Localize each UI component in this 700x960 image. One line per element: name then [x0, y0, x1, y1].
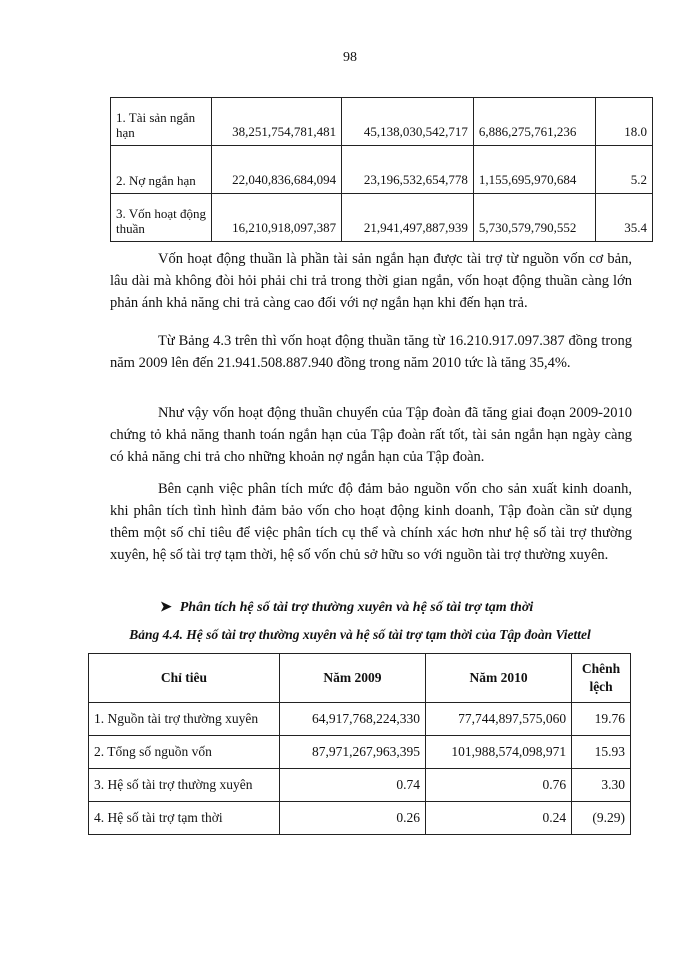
table-row: [89, 802, 631, 835]
table-header-row: [89, 654, 631, 703]
value-2010: 23,196,532,654,778: [342, 146, 474, 194]
value-difference: 19.76: [572, 703, 631, 736]
row-label: 3. Vốn hoạt động thuần: [111, 194, 212, 242]
value-2009: 87,971,267,963,395: [279, 736, 425, 769]
paragraph: Từ Bảng 4.3 trên thì vốn hoạt động thuần tăng từ 16.210.917.097.387 đồng trong năm 2009 lên đến 21.941.508.887.940 đồng trong năm 2010 tức là tăng 35,4%.: [110, 333, 632, 371]
value-percent: 5.2: [595, 146, 652, 194]
value-2010: 0.76: [425, 769, 571, 802]
column-header: Năm 2010: [425, 654, 571, 703]
table-row: [111, 98, 653, 146]
section-heading: [160, 599, 533, 616]
row-label: 1. Nguồn tài trợ thường xuyên: [89, 703, 280, 736]
row-label: 3. Hệ số tài trợ thường xuyên: [89, 769, 280, 802]
value-2009: 38,251,754,781,481: [212, 98, 342, 146]
page-number: 98: [343, 50, 357, 65]
column-header: Chỉ tiêu: [89, 654, 280, 703]
value-2010: 101,988,574,098,971: [425, 736, 571, 769]
value-2010: 45,138,030,542,717: [342, 98, 474, 146]
value-2010: 21,941,497,887,939: [342, 194, 474, 242]
paragraph: Vốn hoạt động thuần là phần tài sản ngắn hạn được tài trợ từ nguồn vốn cơ bản, lâu dài mà không đòi hỏi phải chi trả trong thời gian ngắn, vốn hoạt động thuần càng lớn phản ánh khả năng chi trả càng cao đối với nợ ngắn hạn khi đến hạn trả.: [110, 251, 632, 311]
value-2009: 64,917,768,224,330: [279, 703, 425, 736]
value-difference: 5,730,579,790,552: [473, 194, 595, 242]
row-label: 2. Nợ ngắn hạn: [111, 146, 212, 194]
table-row: [111, 146, 653, 194]
column-header: Chênh lệch: [572, 654, 631, 703]
value-2009: 16,210,918,097,387: [212, 194, 342, 242]
table-row: [89, 703, 631, 736]
table-row: [89, 736, 631, 769]
row-label: 4. Hệ số tài trợ tạm thời: [89, 802, 280, 835]
value-2009: 0.26: [279, 802, 425, 835]
value-difference: 1,155,695,970,684: [473, 146, 595, 194]
table-caption: Bảng 4.4. Hệ số tài trợ thường xuyên và hệ số tài trợ tạm thời của Tập đoàn Viettel: [129, 627, 591, 642]
value-2010: 0.24: [425, 802, 571, 835]
table-continued: [110, 97, 653, 242]
value-2009: 22,040,836,684,094: [212, 146, 342, 194]
section-heading-text: Phân tích hệ số tài trợ thường xuyên và hệ số tài trợ tạm thời: [179, 600, 534, 615]
value-difference: 15.93: [572, 736, 631, 769]
value-2010: 77,744,897,575,060: [425, 703, 571, 736]
row-label: 1. Tài sản ngắn hạn: [111, 98, 212, 146]
paragraph: Bên cạnh việc phân tích mức độ đảm bảo nguồn vốn cho sản xuất kinh doanh, khi phân tích tình hình đảm bảo vốn cho hoạt động kinh doanh, Tập đoàn cần sử dụng thêm một số chỉ tiêu để việc phân tích cụ thể và chính xác hơn như hệ số tài trợ thường xuyên, hệ số tài trợ tạm thời, hệ số vốn chủ sở hữu so với nguồn tài trợ thường xuyên.: [110, 481, 632, 563]
row-label: 2. Tổng số nguồn vốn: [89, 736, 280, 769]
table-row: [89, 769, 631, 802]
value-difference: 3.30: [572, 769, 631, 802]
column-header: Năm 2009: [279, 654, 425, 703]
value-difference: (9.29): [572, 802, 631, 835]
arrow-bullet-icon: ➤: [160, 600, 172, 615]
table-4-4: [88, 653, 631, 835]
value-percent: 18.0: [595, 98, 652, 146]
value-2009: 0.74: [279, 769, 425, 802]
table-row: [111, 194, 653, 242]
value-difference: 6,886,275,761,236: [473, 98, 595, 146]
value-percent: 35.4: [595, 194, 652, 242]
paragraph: Như vậy vốn hoạt động thuần chuyển của Tập đoàn đã tăng giai đoạn 2009-2010 chứng tỏ khả năng thanh toán ngắn hạn của Tập đoàn rất tốt, tài sản ngắn hạn ngày càng có khả năng chi trả cho những khoản nợ ngắn hạn của Tập đoàn.: [110, 405, 632, 465]
